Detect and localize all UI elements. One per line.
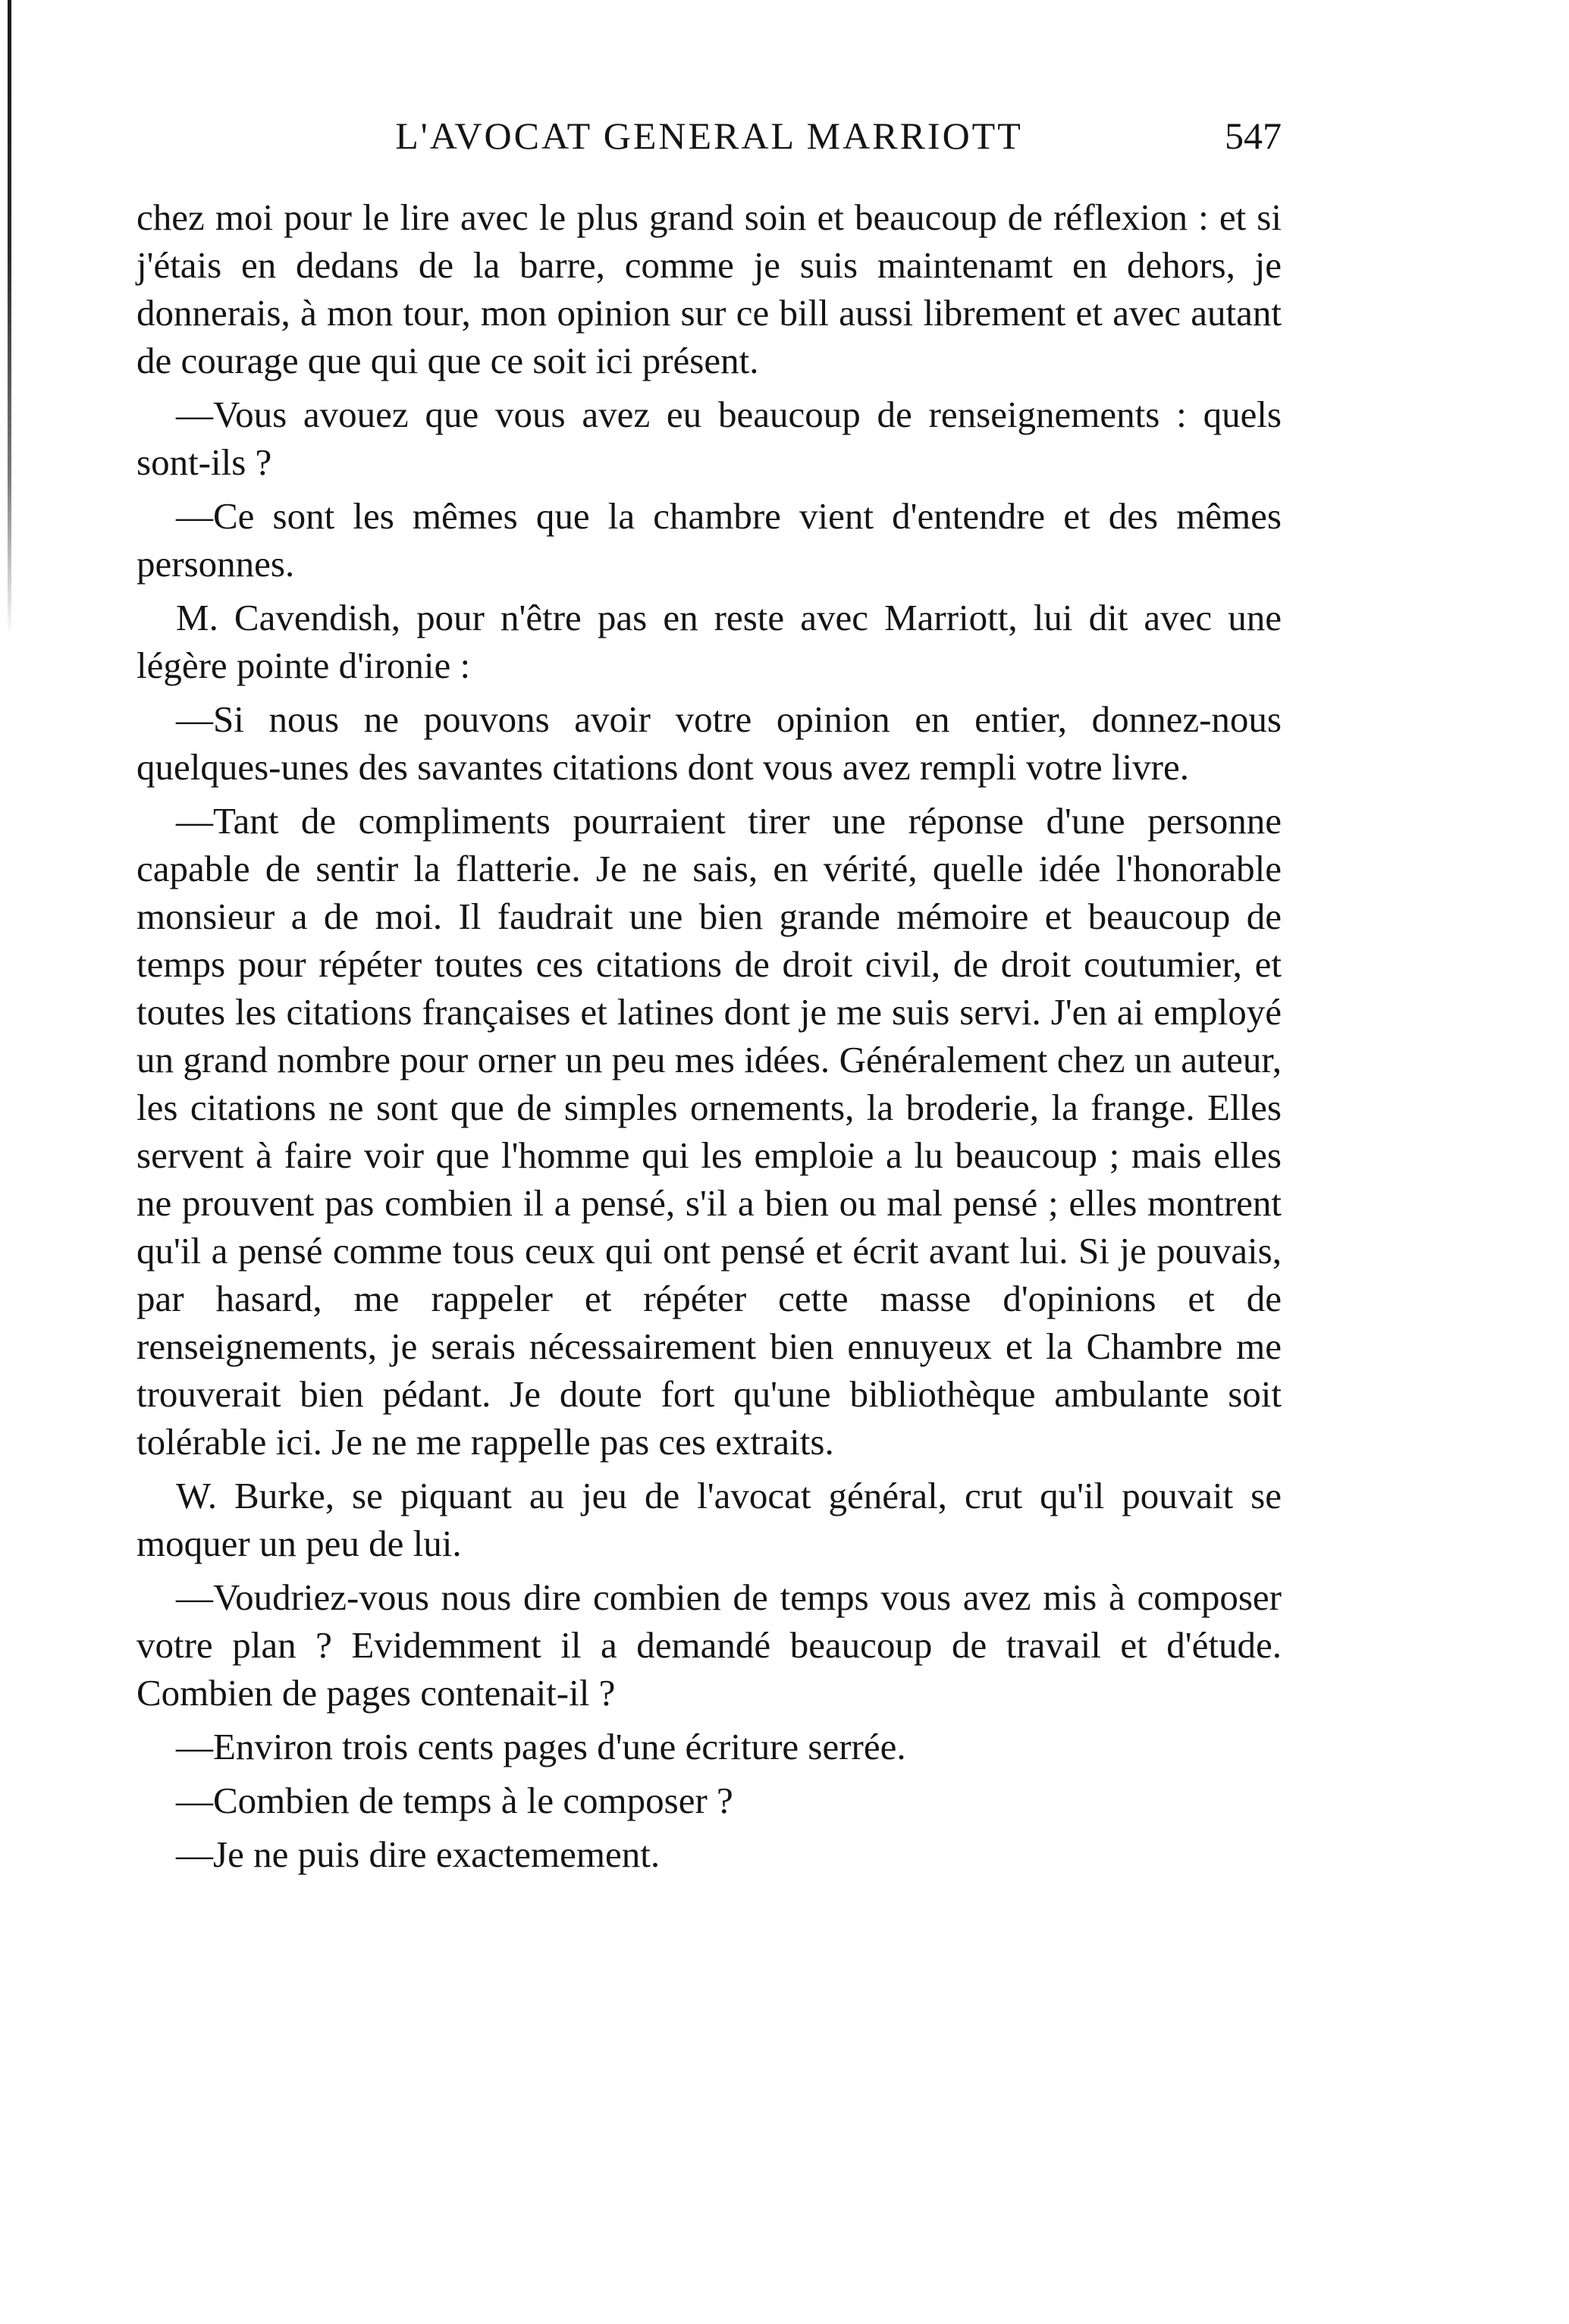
paragraph: —Tant de compliments pourraient tirer une réponse d'une personne capable de sentir la flatterie. Je ne sais, en vérité, quelle idée l'honorable monsieur a de moi. Il faudrait une bien grande mémoire et beaucoup de temps pour répéter toutes ces citations de droit civil, de droit coutumier, et toutes les citations françaises et latines dont je me suis servi. J'en ai employé un grand nombre pour orner un peu mes idées. Généralement chez un auteur, les citations ne sont que de simples ornements, la broderie, la frange. Elles servent à faire voir que l'homme qui les emploie a lu beaucoup ; mais elles ne prouvent pas combien il a pensé, s'il a bien ou mal pensé ; elles montrent qu'il a pensé comme tous ceux qui ont pensé et écrit avant lui. Si je pouvais, par hasard, me rappeler et répéter cette masse d'opinions et de renseignements, je serais nécessairement bien ennuyeux et la Chambre me trouverait bien pédant. Je doute fort qu'une bibliothèque ambulante soit tolérable ici. Je ne me rappelle pas ces extraits. xyxy=(137,800,1282,1463)
page-edge-rule xyxy=(8,0,11,637)
body-text xyxy=(137,193,1282,1884)
paragraph: —Combien de temps à le composer ? xyxy=(176,1780,733,1821)
running-head xyxy=(137,114,1282,167)
paragraph: —Si nous ne pouvons avoir votre opinion en entier, donnez-nous quelques-unes des savantes citations dont vous avez rempli votre livre. xyxy=(137,698,1282,788)
paragraph: chez moi pour le lire avec le plus grand soin et beaucoup de réflexion : et si j'étais en dedans de la barre, comme je suis maintenamt en dehors, je donnerais, à mon tour, mon opinion sur ce bill aussi librement et avec autant de courage que qui que ce soit ici présent. xyxy=(137,196,1282,381)
paragraph: —Voudriez-vous nous dire combien de temps vous avez mis à composer votre plan ? Evidemment il a demandé beaucoup de travail et d'étude. Combien de pages contenait-il ? xyxy=(137,1576,1282,1714)
paragraph: —Je ne puis dire exactemement. xyxy=(176,1833,661,1875)
paragraph: —Ce sont les mêmes que la chambre vient d'entendre et des mêmes personnes. xyxy=(137,495,1282,585)
paragraph: —Vous avouez que vous avez eu beaucoup de renseignements : quels sont-ils ? xyxy=(137,394,1282,483)
page-number: 547 xyxy=(1225,114,1282,157)
paragraph: W. Burke, se piquant au jeu de l'avocat général, crut qu'il pouvait se moquer un peu de lui. xyxy=(137,1475,1282,1564)
running-title: L'AVOCAT GENERAL MARRIOTT xyxy=(395,114,1023,157)
paragraph: M. Cavendish, pour n'être pas en reste avec Marriott, lui dit avec une légère pointe d'ironie : xyxy=(137,597,1282,686)
paragraph: —Environ trois cents pages d'une écriture serrée. xyxy=(176,1726,906,1767)
